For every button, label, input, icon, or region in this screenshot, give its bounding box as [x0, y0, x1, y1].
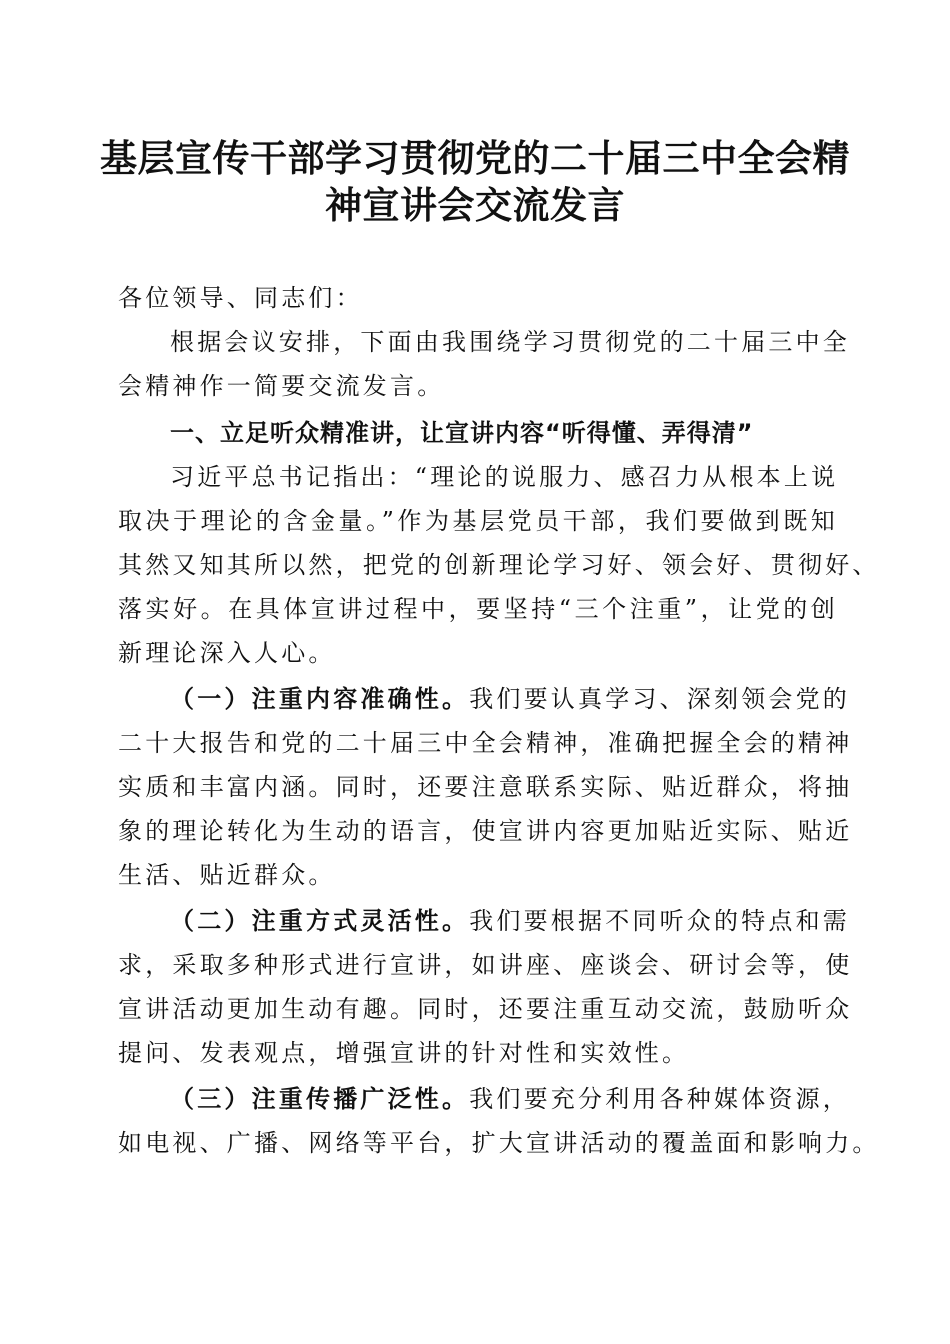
sub-3-line-1 — [170, 1079, 851, 1119]
sub-2-lead: （二）注重方式灵活性。 — [170, 906, 470, 935]
sub-1-line-3: 实质和丰富内涵。同时，还要注意联系实际、贴近群众，将抽 — [118, 773, 853, 801]
document-title-line-1: 基层宣传干部学习贯彻党的二十届三中全会精 — [100, 136, 850, 180]
sub-3-lead: （三）注重传播广泛性。 — [170, 1084, 470, 1113]
sub-1-line-1 — [170, 679, 851, 719]
para-1-line-5: 新理论深入人心。 — [118, 639, 336, 667]
para-1-line-4: 落实好。在具体宣讲过程中，要坚持“三个注重”，让党的创 — [118, 595, 838, 623]
para-1-line-1: 习近平总书记指出：“理论的说服力、感召力从根本上说 — [170, 463, 839, 491]
sub-1-line-1-rest: 我们要认真学习、深刻领会党的 — [469, 685, 851, 713]
sub-2-line-2: 求，采取多种形式进行宣讲，如讲座、座谈会、研讨会等，使 — [118, 951, 853, 979]
sub-1-line-5: 生活、贴近群众。 — [118, 861, 336, 889]
sub-1-line-2: 二十大报告和党的二十届三中全会精神，准确把握全会的精神 — [118, 729, 853, 757]
intro-line-2: 会精神作一简要交流发言。 — [118, 372, 445, 400]
sub-1-lead: （一）注重内容准确性。 — [170, 684, 470, 713]
sub-3-line-2: 如电视、广播、网络等平台，扩大宣讲活动的覆盖面和影响力。 — [118, 1129, 880, 1157]
sub-3-line-1-rest: 我们要充分利用各种媒体资源， — [469, 1085, 851, 1113]
sub-1-line-4: 象的理论转化为生动的语言，使宣讲内容更加贴近实际、贴近 — [118, 817, 853, 845]
para-1-line-3: 其然又知其所以然，把党的创新理论学习好、领会好、贯彻好、 — [118, 551, 880, 579]
document-title-line-2: 神宣讲会交流发言 — [325, 183, 625, 227]
sub-2-line-3: 宣讲活动更加生动有趣。同时，还要注重互动交流，鼓励听众 — [118, 995, 853, 1023]
sub-2-line-1-rest: 我们要根据不同听众的特点和需 — [469, 907, 851, 935]
sub-2-line-1 — [170, 901, 851, 941]
sub-2-line-4: 提问、发表观点，增强宣讲的针对性和实效性。 — [118, 1039, 690, 1067]
para-1-line-2: 取决于理论的含金量。”作为基层党员干部，我们要做到既知 — [118, 507, 838, 535]
section-heading-1: 一、立足听众精准讲，让宣讲内容“听得懂、弄得清” — [170, 419, 754, 447]
intro-line-1: 根据会议安排，下面由我围绕学习贯彻党的二十届三中全 — [170, 328, 850, 356]
salutation: 各位领导、同志们： — [118, 284, 363, 312]
